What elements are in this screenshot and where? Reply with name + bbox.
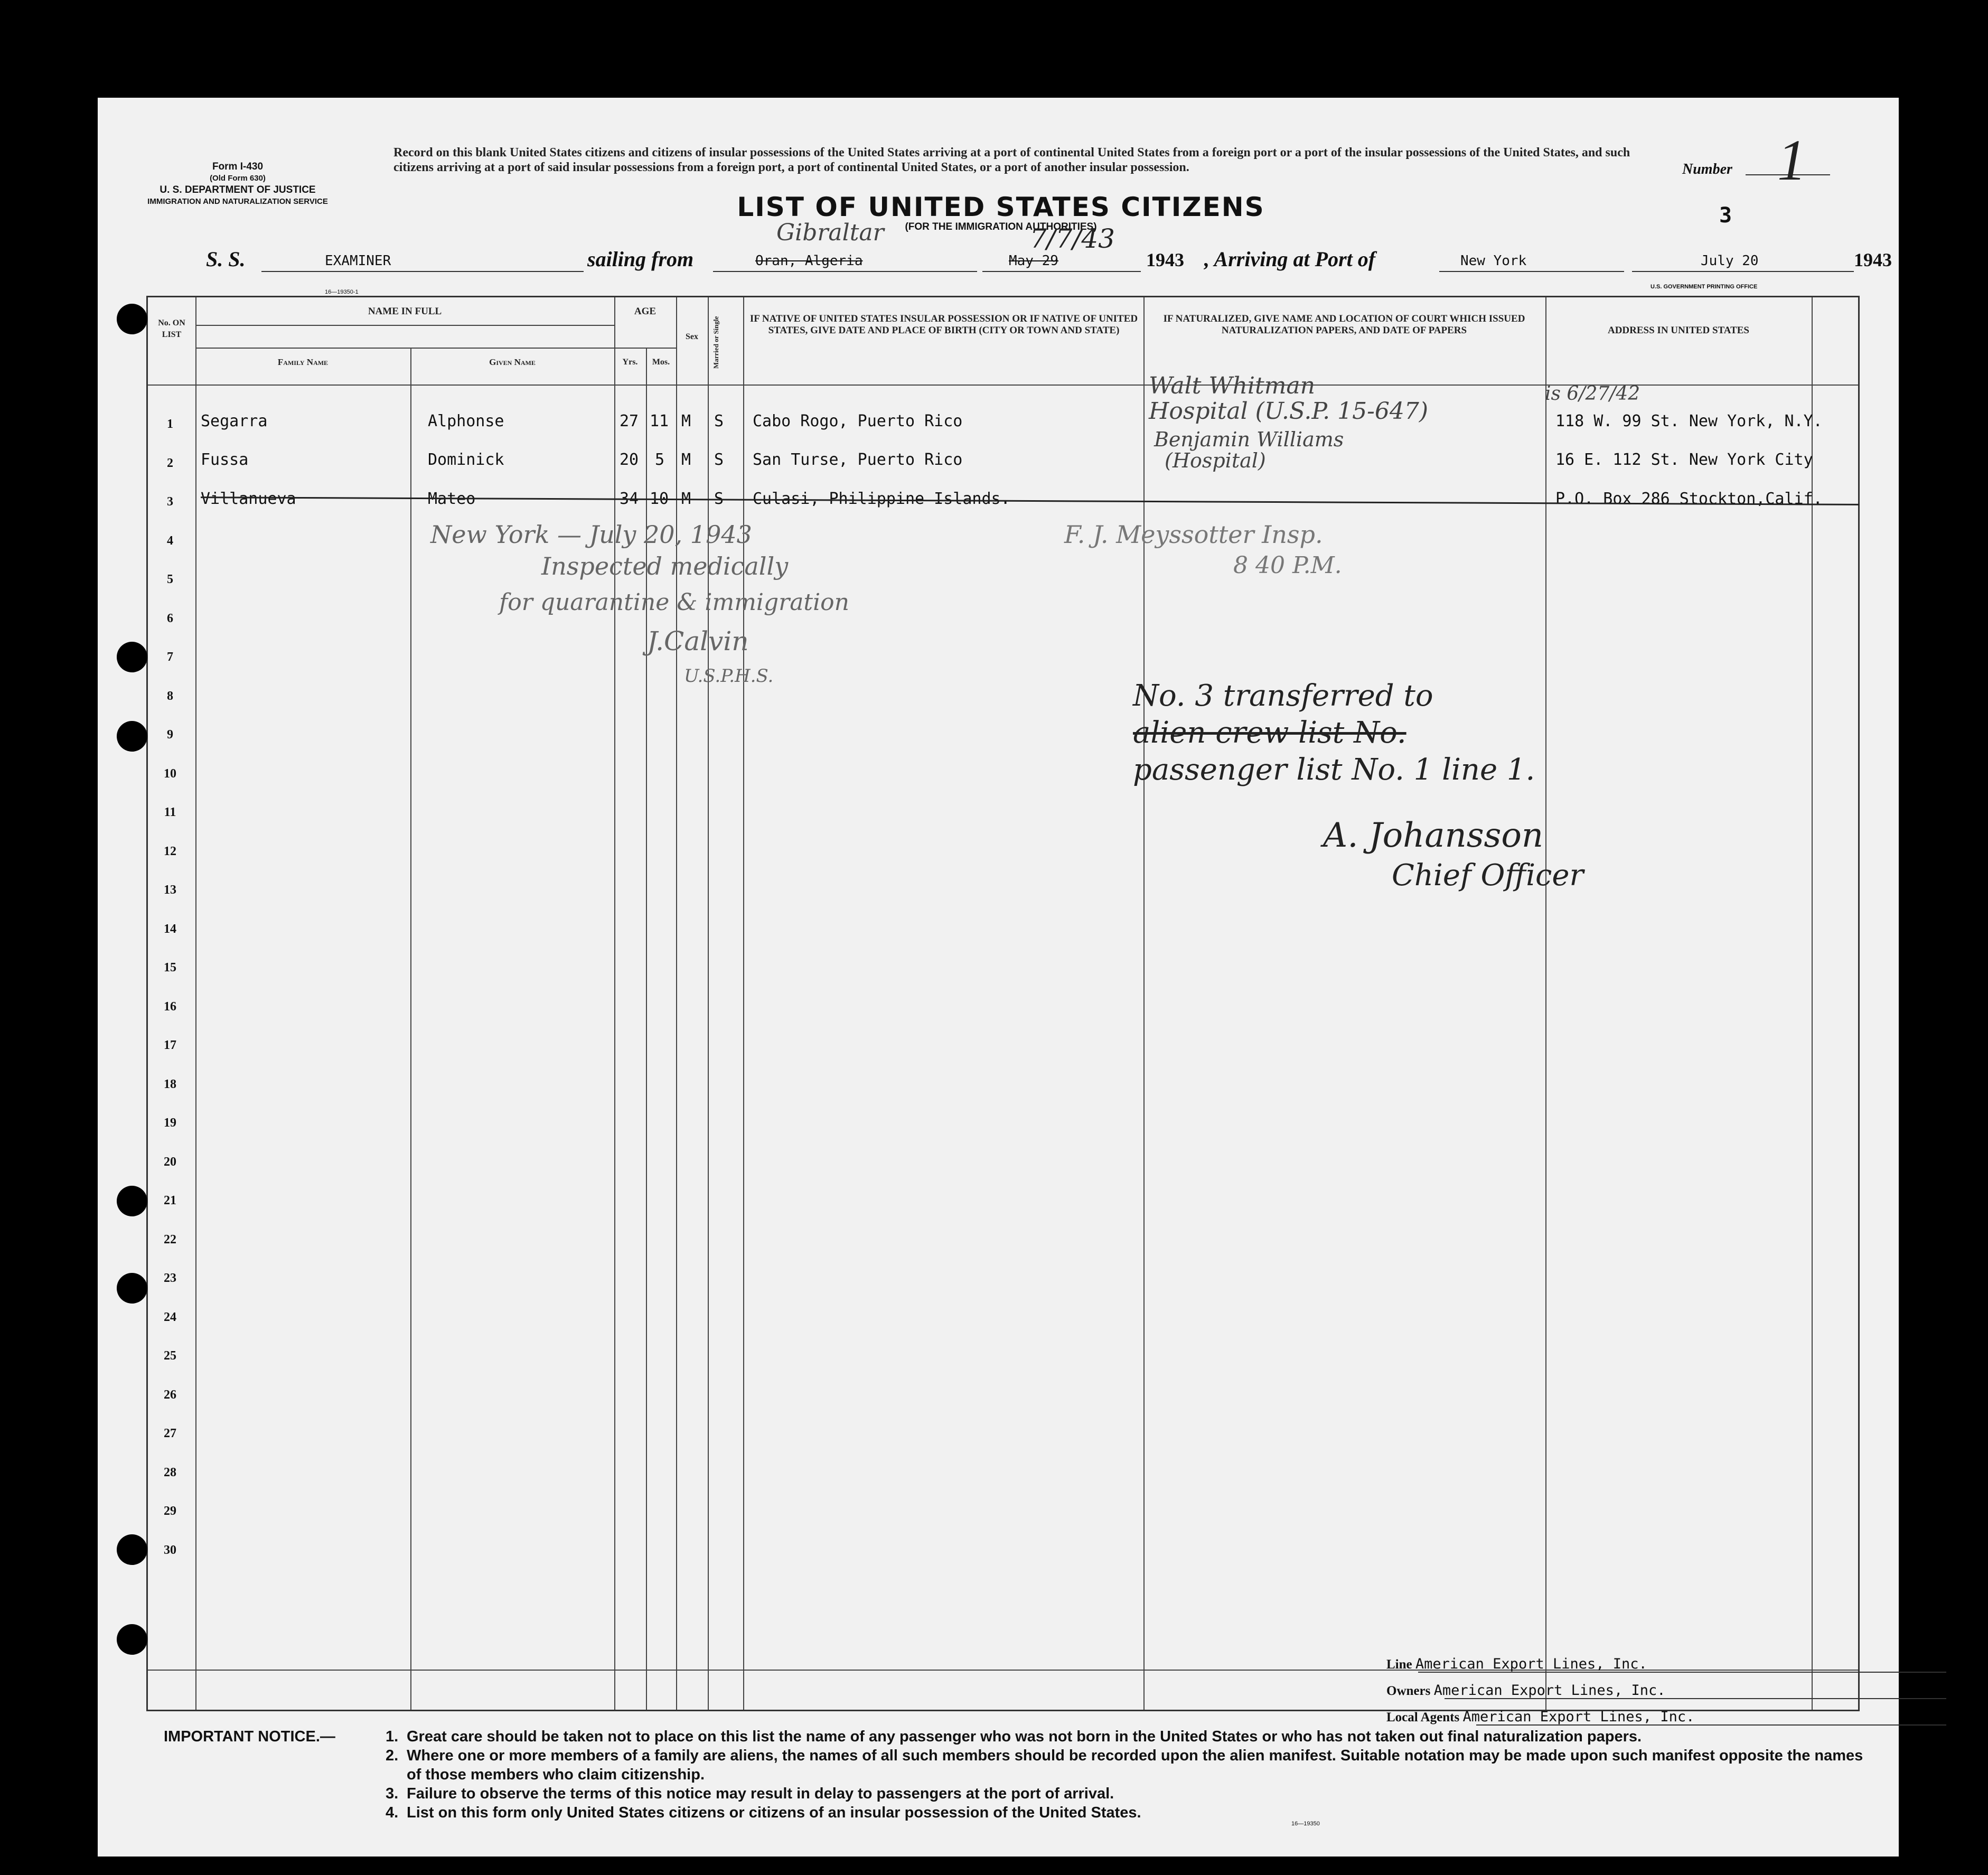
binder-hole — [117, 721, 147, 752]
header-family-name: Family Name — [277, 357, 329, 367]
marital-status: S — [714, 451, 724, 469]
hw-hospital1-date: is 6/27/42 — [1545, 383, 1640, 405]
row-number: 17 — [164, 1038, 176, 1052]
gpo-imprint: U.S. GOVERNMENT PRINTING OFFICE — [1651, 284, 1758, 290]
row-number: 8 — [167, 689, 173, 703]
arrival-port: New York — [1460, 253, 1527, 269]
row-number: 15 — [164, 961, 176, 974]
hw-transfer-note-line3: passenger list No. 1 line 1. — [1133, 753, 1535, 787]
header-given-name: Given Name — [489, 357, 536, 367]
citizens-table — [146, 296, 1860, 1711]
hw-transfer-note-line1: No. 3 transferred to — [1133, 679, 1433, 713]
ss-label: S. S. — [206, 247, 246, 271]
binder-hole — [117, 1273, 147, 1304]
row-number: 24 — [164, 1310, 176, 1324]
page-title: LIST OF UNITED STATES CITIZENS — [737, 192, 1265, 222]
row-number: 6 — [167, 611, 173, 625]
departure-port-typed: Oran, Algeria — [755, 253, 863, 269]
family-name: Villanueva — [201, 490, 296, 508]
family-name: Segarra — [201, 412, 268, 430]
binder-hole — [117, 642, 147, 672]
hw-inspector-signature: F. J. Meyssotter Insp. — [1064, 520, 1323, 549]
owners-value: American Export Lines, Inc. — [1433, 1682, 1666, 1699]
header-address: ADDRESS IN UNITED STATES — [1607, 325, 1749, 336]
row-number: 4 — [167, 533, 173, 548]
binder-hole — [117, 304, 147, 334]
hw-inspection-signature: J.Calvin — [647, 626, 749, 657]
arrival-date: July 20 — [1701, 253, 1759, 269]
sailing-label: sailing from — [587, 247, 694, 271]
row-number: 9 — [167, 728, 173, 742]
hw-hospital2-line2: (Hospital) — [1165, 449, 1266, 472]
age-months: 11 — [650, 412, 669, 430]
sex: M — [681, 412, 691, 430]
notice-item: 2. Where one or more members of a family are aliens, the names of all such members should be recorded upon the alien manifest. Suitable notation may be made upon such manifest opposite the names of those members who claim citizenship. — [386, 1747, 1863, 1783]
row-number: 25 — [164, 1349, 176, 1363]
row-number: 10 — [164, 766, 176, 781]
us-address: P.O. Box 286 Stockton,Calif. — [1555, 490, 1823, 508]
row-number: 30 — [164, 1543, 176, 1557]
sex: M — [681, 451, 691, 469]
ship-name: EXAMINER — [325, 253, 391, 269]
given-name: Mateo — [428, 490, 476, 508]
departure-date-typed: May 29 — [1009, 253, 1058, 269]
header-yrs: Yrs. — [622, 358, 638, 367]
row-number: 20 — [164, 1155, 176, 1169]
departure-port-handwritten: Gibraltar — [776, 219, 884, 246]
age-years: 20 — [620, 451, 639, 469]
page-subtitle: (FOR THE IMMIGRATION AUTHORITIES) — [905, 221, 1097, 232]
header-no-on-list: No. ON LIST — [158, 318, 185, 339]
row-number: 18 — [164, 1077, 176, 1091]
hw-transfer-note-line2: alien crew list No. — [1133, 716, 1406, 750]
row-number: 27 — [164, 1427, 176, 1440]
row-number: 2 — [167, 456, 173, 470]
departure-date-handwritten: 7/7/43 — [1030, 223, 1115, 254]
manifest-page — [98, 98, 1899, 1857]
header-name-in-full: NAME IN FULL — [368, 306, 442, 317]
row-number: 3 — [167, 495, 173, 509]
given-name: Alphonse — [428, 412, 504, 430]
family-name: Fussa — [201, 451, 249, 469]
local-agents-value: American Export Lines, Inc. — [1462, 1709, 1695, 1725]
header-married-single: Married or Single — [712, 316, 720, 369]
row-number: 26 — [164, 1388, 176, 1402]
hw-hospital1-line2: Hospital (U.S.P. 15-647) — [1149, 398, 1429, 425]
hw-inspection-line1: New York — July 20, 1943 — [430, 520, 752, 549]
age-years: 27 — [620, 412, 639, 430]
hw-officer-title: Chief Officer — [1392, 858, 1584, 893]
notice-item: 1. Great care should be taken not to place on this list the name of any passenger who was not born in the United States or who has not taken out final naturalization papers. — [386, 1728, 1642, 1745]
row-number: 1 — [167, 417, 173, 431]
hw-inspection-org: U.S.P.H.S. — [684, 665, 774, 687]
row-number: 13 — [164, 883, 176, 897]
binder-hole — [117, 1534, 147, 1565]
form-code-top: 16—19350-1 — [325, 289, 359, 295]
row-number: 14 — [164, 922, 176, 936]
row-number: 28 — [164, 1465, 176, 1479]
arrival-year: 1943 — [1854, 249, 1892, 270]
header-sex: Sex — [686, 332, 698, 341]
arriving-label: , Arriving at Port of — [1204, 247, 1376, 271]
record-instructions: Record on this blank United States citizens and citizens of insular possessions of the United States arriving at a port of continental United States from a foreign port or a port of the insular possessions of the United States, and such citizens arriving at a port of said insular possessions from a foreign port, a port of continental United States, or a port of another insular possession. — [393, 146, 1630, 174]
us-address: 118 W. 99 St. New York, N.Y. — [1555, 412, 1823, 430]
sex: M — [681, 490, 691, 508]
marital-status: S — [714, 412, 724, 430]
header-birth: IF NATIVE OF UNITED STATES INSULAR POSSESSION OR IF NATIVE OF UNITED STATES, GIVE DATE AND PLACE OF BIRTH (CITY OR TOWN AND STATE) — [749, 313, 1138, 336]
row-number: 12 — [164, 844, 176, 858]
header-mos: Mos. — [652, 358, 670, 367]
page-number: 3 — [1719, 203, 1732, 228]
header-naturalized: IF NATURALIZED, GIVE NAME AND LOCATION OF COURT WHICH ISSUED NATURALIZATION PAPERS, AND DATE OF PAPERS — [1163, 313, 1525, 336]
hw-officer-signature: A. Johansson — [1323, 816, 1544, 855]
row-number: 11 — [164, 805, 176, 819]
hw-hospital1-line1: Walt Whitman — [1149, 372, 1315, 399]
notice-item: 3. Failure to observe the terms of this notice may result in delay to passengers at the port of arrival. — [386, 1785, 1114, 1802]
row-number: 22 — [164, 1232, 176, 1246]
age-months: 10 — [650, 490, 669, 508]
age-months: 5 — [655, 451, 665, 469]
line-field: Line American Export Lines, Inc. — [1386, 1656, 1647, 1672]
row-number: 16 — [164, 999, 176, 1014]
notice-item: 4. List on this form only United States citizens or citizens of an insular possession of the United States. — [386, 1804, 1141, 1821]
form-code-bottom: 16—19350 — [1291, 1821, 1320, 1827]
row-number: 5 — [167, 573, 173, 586]
number-label: Number — [1682, 161, 1732, 177]
row-number: 19 — [164, 1116, 176, 1130]
birth-place: Cabo Rogo, Puerto Rico — [753, 412, 963, 430]
marital-status: S — [714, 490, 724, 508]
hw-inspection-line3: for quarantine & immigration — [499, 589, 850, 616]
departure-year: 1943 — [1146, 249, 1184, 270]
header-age: AGE — [634, 306, 657, 317]
form-identifier: Form I-430 (Old Form 630) U. S. DEPARTMENT OF JUSTICE IMMIGRATION AND NATURALIZATION SERVICE — [147, 161, 328, 206]
row-number: 21 — [164, 1194, 176, 1207]
birth-place: Culasi, Philippine Islands. — [753, 490, 1010, 508]
binder-hole — [117, 1186, 147, 1216]
row-number: 29 — [164, 1504, 176, 1518]
hw-inspector-time: 8 40 P.M. — [1233, 552, 1342, 579]
row-number: 23 — [164, 1271, 176, 1285]
row-number: 7 — [167, 650, 173, 664]
line-value: American Export Lines, Inc. — [1415, 1656, 1647, 1672]
us-address: 16 E. 112 St. New York City — [1555, 451, 1813, 469]
owners-field: Owners American Export Lines, Inc. — [1386, 1682, 1665, 1699]
hw-inspection-line2: Inspected medically — [541, 552, 789, 580]
binder-hole — [117, 1624, 147, 1655]
notice-heading: IMPORTANT NOTICE.— — [164, 1728, 335, 1745]
local-agents-field: Local Agents American Export Lines, Inc. — [1386, 1709, 1694, 1725]
age-years: 34 — [620, 490, 639, 508]
birth-place: San Turse, Puerto Rico — [753, 451, 963, 469]
hw-hospital2-line1: Benjamin Williams — [1154, 428, 1344, 451]
number-value: 1 — [1777, 128, 1806, 192]
given-name: Dominick — [428, 451, 504, 469]
